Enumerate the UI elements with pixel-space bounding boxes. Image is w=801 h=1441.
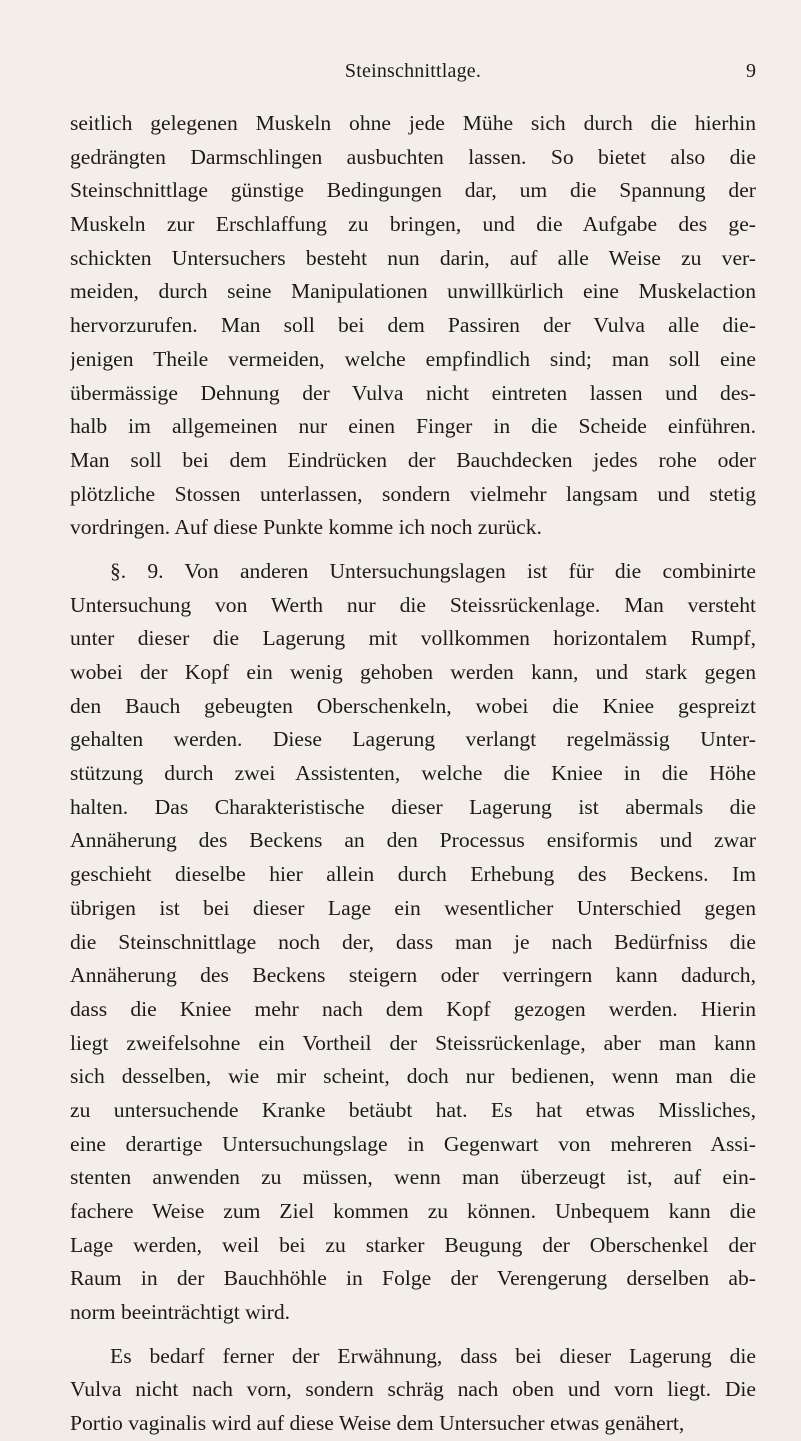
text-line: gedrängten Darmschlingen ausbuchten lassen. So bietet also die [70, 144, 756, 169]
text-line: Portio vaginalis wird auf diese Weise dem Untersucher etwas genähert, [70, 1411, 685, 1436]
text-line: Annäherung des Beckens an den Processus ensiformis und zwar [70, 828, 756, 853]
text-line: eine derartige Untersuchungslage in Gegenwart von mehreren Assi- [70, 1131, 756, 1156]
paragraph [70, 1340, 756, 1441]
text-line: §. 9. Von anderen Untersuchungslagen ist für die combinirte [110, 558, 756, 583]
text-line: Raum in der Bauchhöhle in Folge der Verengerung derselben ab- [70, 1266, 756, 1291]
paragraph-gap [70, 1330, 756, 1340]
text-line: sich desselben, wie mir scheint, doch nur bedienen, wenn man die [70, 1064, 756, 1089]
text-line: hervorzurufen. Man soll bei dem Passiren der Vulva alle die- [70, 313, 756, 338]
text-line: norm beeinträchtigt wird. [70, 1300, 291, 1325]
page-number: 9 [746, 60, 756, 82]
text-line: Lage werden, weil bei zu starker Beugung der Oberschenkel der [70, 1232, 756, 1257]
text-line: unter dieser die Lagerung mit vollkommen horizontalem Rumpf, [70, 626, 756, 651]
running-head [70, 60, 756, 86]
text-line: geschieht dieselbe hier allein durch Erhebung des Beckens. Im [70, 862, 756, 887]
text-line: meiden, durch seine Manipulationen unwillkürlich eine Muskelaction [70, 279, 756, 304]
text-line: zu untersuchende Kranke betäubt hat. Es hat etwas Missliches, [70, 1097, 756, 1122]
text-line: Es bedarf ferner der Erwähnung, dass bei dieser Lagerung die [110, 1343, 756, 1368]
text-line: Annäherung des Beckens steigern oder verringern kann dadurch, [70, 963, 756, 988]
text-line: dass die Kniee mehr nach dem Kopf gezogen werden. Hierin [70, 996, 756, 1021]
text-line: jenigen Theile vermeiden, welche empfindlich sind; man soll eine [70, 346, 756, 371]
text-line: halb im allgemeinen nur einen Finger in die Scheide einführen. [70, 414, 756, 439]
text-line: übrigen ist bei dieser Lage ein wesentlicher Unterschied gegen [70, 895, 756, 920]
text-line: seitlich gelegenen Muskeln ohne jede Mühe sich durch die hierhin [70, 111, 756, 135]
paragraph [70, 555, 756, 1330]
text-line: übermässige Dehnung der Vulva nicht eintreten lassen und des- [70, 380, 756, 405]
text-line: Steinschnittlage günstige Bedingungen dar, um die Spannung der [70, 178, 756, 203]
text-line: schickten Untersuchers besteht nun darin, auf alle Weise zu ver- [70, 245, 756, 270]
text-line: wobei der Kopf ein wenig gehoben werden kann, und stark gegen [70, 660, 756, 684]
text-line: fachere Weise zum Ziel kommen zu können. Unbequem kann die [70, 1199, 756, 1223]
text-line: liegt zweifelsohne ein Vortheil der Steissrückenlage, aber man kann [70, 1030, 756, 1055]
text-line: Vulva nicht nach vorn, sondern schräg nach oben und vorn liegt. Die [70, 1377, 756, 1402]
paragraph [70, 107, 756, 545]
text-line: Muskeln zur Erschlaffung zu bringen, und die Aufgabe des ge- [70, 212, 756, 237]
text-line: vordringen. Auf diese Punkte komme ich noch zurück. [70, 515, 542, 540]
text-line: den Bauch gebeugten Oberschenkeln, wobei die Kniee gespreizt [70, 693, 756, 718]
text-line: Man soll bei dem Eindrücken der Bauchdecken jedes rohe oder [70, 447, 756, 472]
body-text [70, 107, 756, 1441]
text-line: stenten anwenden zu müssen, wenn man überzeugt ist, auf ein- [70, 1165, 756, 1190]
text-line: stützung durch zwei Assistenten, welche die Kniee in die Höhe [70, 761, 756, 786]
text-line: gehalten werden. Diese Lagerung verlangt regelmässig Unter- [70, 727, 756, 752]
running-title: Steinschnittlage. [344, 60, 482, 82]
text-line: plötzliche Stossen unterlassen, sondern vielmehr langsam und stetig [70, 481, 756, 506]
text-line: Untersuchung von Werth nur die Steissrückenlage. Man versteht [70, 592, 756, 617]
paragraph-gap [70, 545, 756, 555]
text-line: die Steinschnittlage noch der, dass man je nach Bedürfniss die [70, 929, 756, 954]
text-line: halten. Das Charakteristische dieser Lagerung ist abermals die [70, 794, 756, 819]
